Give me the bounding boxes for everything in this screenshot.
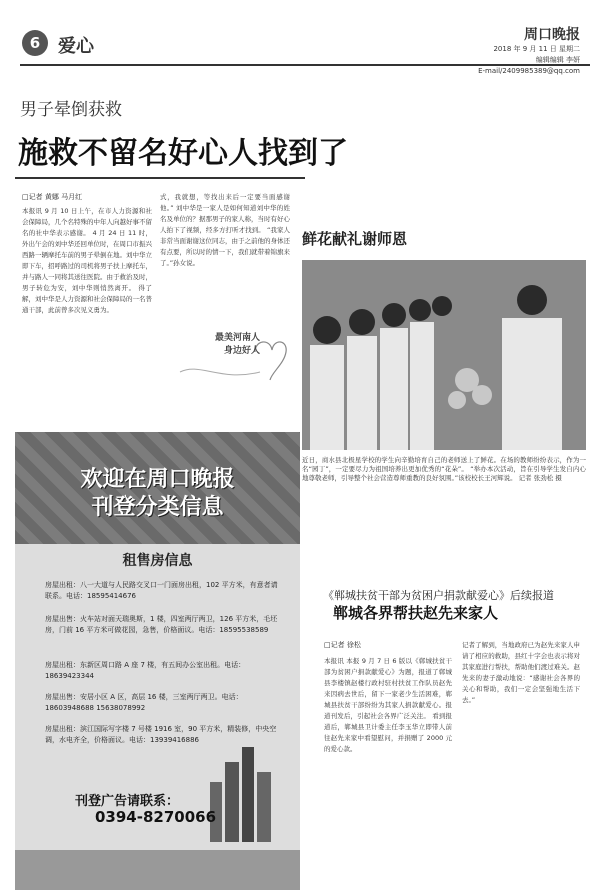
ad-contact-label: 刊登广告请联系： [75, 794, 180, 809]
story1-column-1: 本报讯 9 月 10 日上午，在市人力资源和社会保障局，几个名特殊的中年人向越好事不留名的社中华表示感谢。 4 月 24 日 11 时，外出午会的刘中华还回单位时，在周口市振兴西路一辆摩托车前的男子晕倒在地。刘中华立即下车，招呼路过的司机将男子扶上摩托车，并与路人一同将其送往医院。由于救治及时，男子转危为安，刘中华则悄然离开。 得了解，刘中华是人力资源和社会保障局的一名普通干部，此前曾多次见义勇为。 [22, 207, 152, 314]
story1-kicker: 男子晕倒获救 [20, 100, 122, 120]
story1-headline: 施救不留名好心人找到了 [18, 136, 348, 171]
ad-item: 房屋出售：火车站对面天瑞奥斯，1 楼，四室两厅两卫，126 平方米，毛坯房，门前 16 平方米可做花园，急售，价格面议。电话：18595538589 [45, 615, 278, 634]
header-rule [20, 64, 590, 66]
classified-ad [15, 432, 300, 890]
slogan-text [215, 332, 260, 358]
issue-date: 2018 年 9 月 11 日 星期二 [493, 45, 580, 53]
ad-ground [15, 850, 300, 890]
email: E-mail/2409985389@qq.com [478, 67, 580, 75]
ad-item: 房屋出租：东新区周口路 A 座 7 楼，有五间办公室出租。电话：18639423344 [45, 661, 246, 680]
story1-column-2: 式，我就想，等找出来后一定要当面感谢他。” 刘中华是一家人是如何知道刘中华的姓名及单位的？据那男子的家人称，当时有好心人拍下了视频，经多方打听才找到。 “我家人非常当面谢谢这位同志，由于之前他的身体还有点要，所以时的情一下，我们就带着锦旗来了。”孙女说。 [160, 193, 290, 267]
header-meta [478, 27, 580, 77]
ad-phone: 0394-8270066 [95, 808, 217, 826]
newspaper-name: 周口晚报 [524, 27, 580, 43]
page-header [0, 0, 600, 75]
ad-headline-2: 刊登分类信息 [91, 494, 224, 520]
ad-item: 房屋出租：八一大道与人民路交叉口一门面房出租，102 平方米，有意者请联系。电话：18595414676 [45, 581, 278, 600]
story2-byline: □记者 徐松 [324, 641, 361, 649]
city-skyline-icon [205, 742, 275, 842]
page-number: 6 [22, 30, 48, 56]
editor-credit: 编辑编辑 李妍 [535, 56, 580, 64]
children-with-flowers-photo [302, 260, 586, 450]
slogan-logo [160, 322, 290, 397]
slogan-line-2: 身边好人 [223, 346, 260, 356]
ad-item: 房屋出租：滨江国际写字楼 7 号楼 1916 室，90 平方米，精装修，中央空调，水电齐全，价格面议。电话：13939416886 [45, 725, 277, 744]
photo-caption: 近日，商水县北极星学校的学生向辛勤培育自己的老师送上了鲜花。在场的教师纷纷表示，作为一名“园丁”，一定要尽力为祖国培养出更加优秀的“花朵”。 “举办本次活动，旨在引导学生发自内心地尊敬老师，引导整个社会营造尊师重教的良好氛围。”该校校长王河辉说。 记者 张劲松 摄 [302, 456, 586, 482]
photo-story-title: 鲜花献礼谢师恩 [302, 230, 408, 248]
story2-column-2: 记者了解到，当地政府已为赵先来家人申请了相应的救助，县红十字会也表示将对其家庭进行帮扶，帮助他们渡过难关。赵先来的妻子激动地说：“感谢社会各界的关心和帮助，我们一定会坚强地生活下去。” [462, 641, 580, 704]
story2-headline: 郸城各界帮扶赵先来家人 [333, 604, 499, 622]
story2-kicker: 《郸城扶贫干部为贫困户捐款献爱心》后续报道 [323, 589, 554, 602]
story2-title-box [308, 540, 584, 630]
title-rule [15, 177, 305, 179]
section-name: 爱心 [58, 36, 94, 57]
slogan-line-1: 最美河南人 [214, 333, 260, 343]
story1-byline: □记者 黄娜 马月红 [22, 193, 83, 201]
ad-headline-1: 欢迎在周口晚报 [80, 466, 235, 492]
ad-item: 房屋出售：安居小区 A 区，高层 16 楼，三室两厅两卫。电话：18603948688 15638078992 [45, 693, 243, 712]
story2-column-1: 本报讯 本报 9 月 7 日 6 版以《郸城扶贫干部为贫困户捐款献爱心》为题，报道了郸城县李楼镇赵楼行政村驻村扶贫工作队员赵先来因病去世后，留下一家老少生活困难，郸城县扶贫干部纷纷为其家人捐款献爱心。报道刊发后，引起社会各界广泛关注。 看到报道后，郸城县卫计委主任李玉华立即带人前往赵先来家中看望慰问，并捐赠了 2000 元的爱心款。 [324, 657, 452, 753]
ad-subtitle: 租售房信息 [122, 553, 193, 569]
